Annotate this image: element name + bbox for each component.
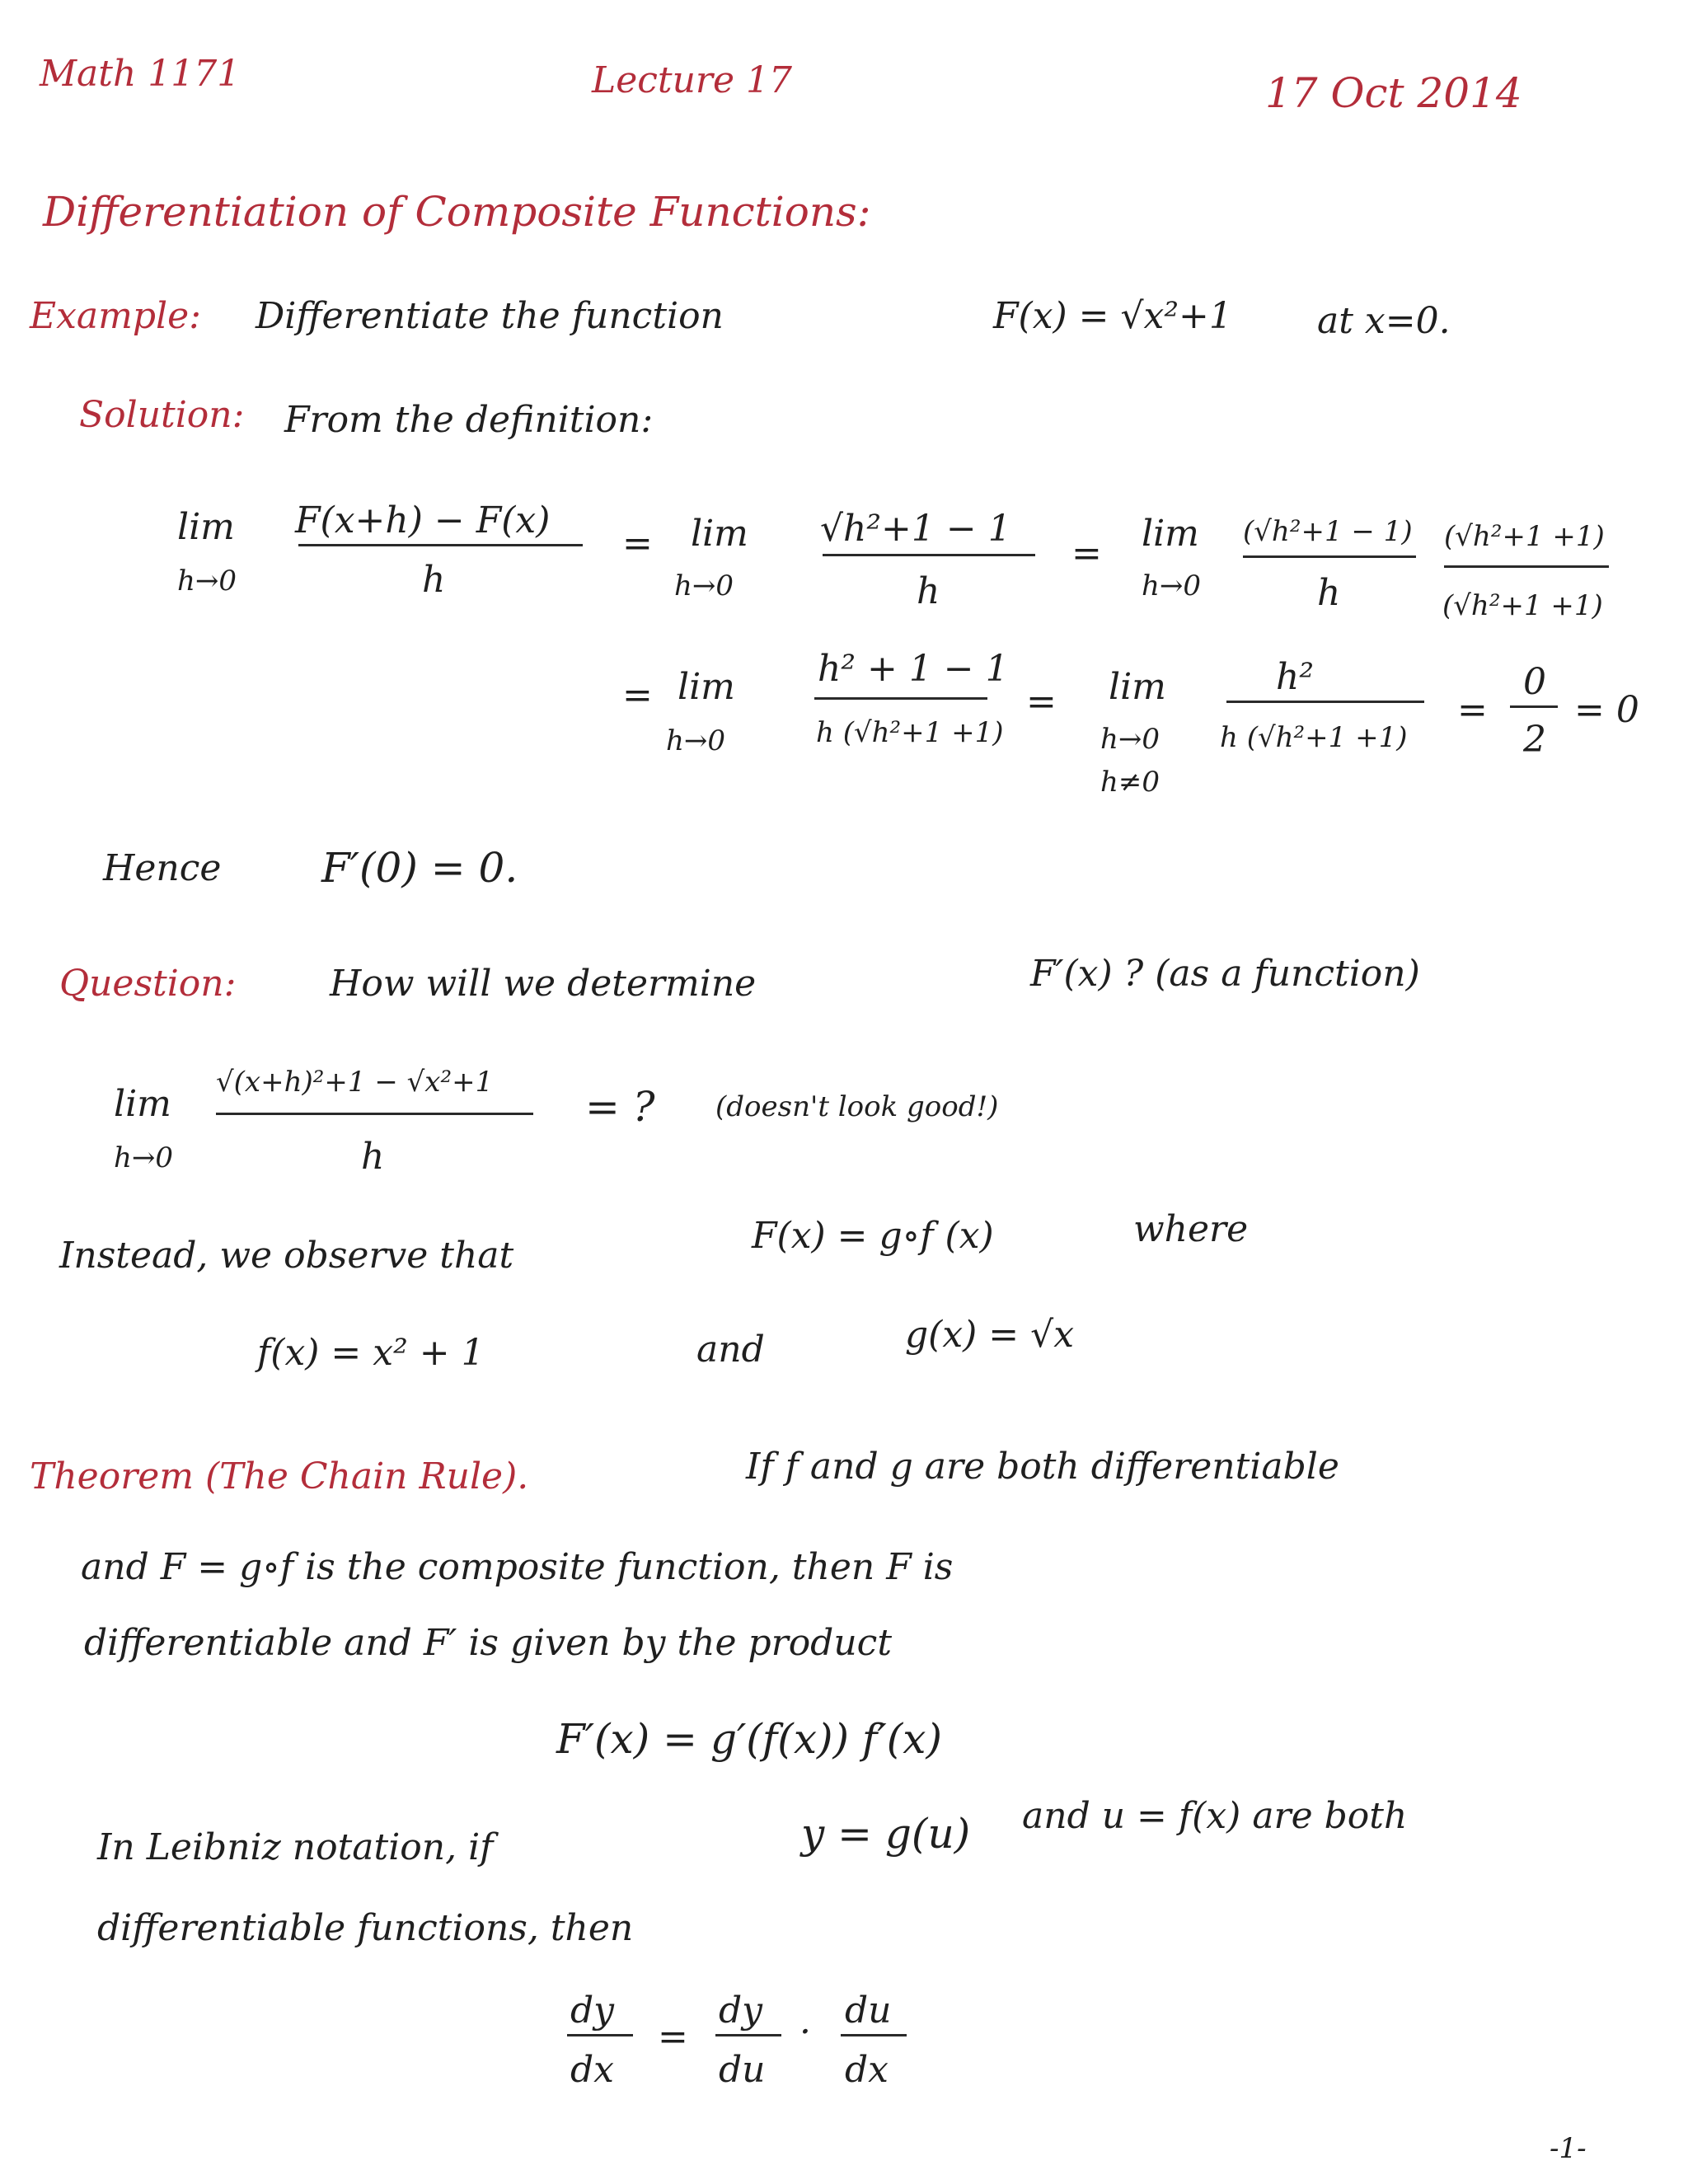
frac2-num: √h²+1 − 1 bbox=[820, 508, 1011, 550]
leibniz-y-def: y = g(u) bbox=[801, 1810, 971, 1858]
theorem-label: Theorem (The Chain Rule). bbox=[30, 1455, 529, 1497]
hence-text: F′(0) = 0. bbox=[321, 844, 518, 892]
frac4-num: h² + 1 − 1 bbox=[818, 648, 1009, 690]
leibniz-dy-1: dy bbox=[570, 1990, 615, 2032]
theorem-line1: If f and g are both differentiable bbox=[746, 1446, 1339, 1488]
final-result: = 0 bbox=[1574, 689, 1639, 731]
leibniz-bar-1 bbox=[567, 2034, 633, 2036]
leibniz-line1-c: and u = f(x) are both bbox=[1022, 1795, 1408, 1837]
frac6-den: 2 bbox=[1523, 719, 1546, 761]
frac3-mul-bar bbox=[1444, 565, 1609, 568]
lim-4: lim bbox=[678, 666, 735, 708]
leibniz-du-2: du bbox=[845, 1990, 892, 2032]
leibniz-line1-a: In Leibniz notation, if bbox=[97, 1826, 494, 1868]
lim-1-under: h→0 bbox=[177, 565, 237, 598]
f-definition: f(x) = x² + 1 bbox=[257, 1332, 485, 1374]
eq-1: = bbox=[622, 523, 653, 565]
leibniz-line2: differentiable functions, then bbox=[97, 1907, 634, 1949]
leibniz-dx-1: dx bbox=[570, 2049, 614, 2091]
example-text: Differentiate the function bbox=[256, 295, 724, 337]
frac6-num: 0 bbox=[1523, 661, 1546, 703]
frac3-num: (√h²+1 − 1) bbox=[1243, 515, 1413, 548]
frac4-den: h (√h²+1 +1) bbox=[816, 716, 1004, 749]
hence-label: Hence bbox=[103, 847, 222, 889]
limit2-comment: (doesn't look good!) bbox=[715, 1090, 999, 1123]
composition: F(x) = g∘f (x) bbox=[752, 1215, 994, 1257]
theorem-line3: differentiable and F′ is given by the product bbox=[84, 1622, 893, 1664]
eq-4: = bbox=[1026, 681, 1057, 723]
eq-2: = bbox=[1071, 532, 1102, 574]
lim-5-under-2: h≠0 bbox=[1100, 766, 1160, 799]
leibniz-bar-2 bbox=[715, 2034, 781, 2036]
leibniz-dy-2: dy bbox=[719, 1990, 763, 2032]
question-target: F′(x) ? (as a function) bbox=[1030, 953, 1420, 995]
theorem-line2: and F = g∘f is the composite function, then F is bbox=[81, 1546, 954, 1588]
eq-5: = bbox=[1457, 689, 1488, 731]
and-label: and bbox=[696, 1329, 765, 1371]
instead-text: Instead, we observe that bbox=[59, 1235, 514, 1277]
example-at: at x=0. bbox=[1317, 300, 1451, 342]
section-title: Differentiation of Composite Functions: bbox=[43, 188, 871, 236]
eq-3: = bbox=[622, 674, 653, 716]
leibniz-eq: = bbox=[658, 2016, 688, 2058]
lim-4-under: h→0 bbox=[666, 724, 726, 757]
limit2-rhs: = ? bbox=[585, 1083, 655, 1131]
lim-5-under: h→0 bbox=[1100, 723, 1160, 756]
limit2-bar bbox=[216, 1113, 533, 1115]
solution-text: From the definition: bbox=[284, 399, 654, 441]
frac2-den: h bbox=[917, 570, 940, 612]
leibniz-du-1: du bbox=[719, 2049, 766, 2091]
frac5-bar bbox=[1226, 701, 1424, 703]
leibniz-dx-2: dx bbox=[845, 2049, 889, 2091]
frac2-bar bbox=[823, 554, 1035, 556]
lim-5: lim bbox=[1109, 666, 1166, 708]
lecture-label: Lecture 17 bbox=[592, 59, 792, 101]
lim-3: lim bbox=[1142, 513, 1199, 555]
lim-2-under: h→0 bbox=[674, 569, 734, 602]
frac3-mul-num: (√h²+1 +1) bbox=[1444, 520, 1605, 553]
example-label: Example: bbox=[30, 295, 201, 337]
lim-q-under: h→0 bbox=[114, 1141, 174, 1174]
question-text: How will we determine bbox=[330, 963, 757, 1005]
frac5-den: h (√h²+1 +1) bbox=[1220, 721, 1408, 754]
chain-rule-formula: F′(x) = g′(f(x)) f′(x) bbox=[556, 1715, 942, 1763]
g-definition: g(x) = √x bbox=[905, 1314, 1075, 1356]
frac6-bar bbox=[1510, 705, 1558, 708]
where-label: where bbox=[1133, 1208, 1249, 1250]
leibniz-bar-3 bbox=[841, 2034, 907, 2036]
frac3-bar bbox=[1243, 555, 1416, 558]
frac5-num: h² bbox=[1276, 656, 1314, 698]
lim-3-under: h→0 bbox=[1142, 569, 1202, 602]
course-label: Math 1171 bbox=[40, 53, 241, 95]
question-label: Question: bbox=[59, 963, 237, 1005]
frac1-den: h bbox=[422, 559, 446, 601]
solution-label: Solution: bbox=[79, 394, 245, 436]
leibniz-dot: · bbox=[799, 2011, 811, 2053]
limit2-num: √(x+h)²+1 − √x²+1 bbox=[216, 1066, 494, 1099]
frac3-mul-den: (√h²+1 +1) bbox=[1442, 589, 1603, 622]
page-number: -1- bbox=[1550, 2132, 1587, 2165]
limit2-den: h bbox=[361, 1136, 385, 1178]
lim-q: lim bbox=[114, 1083, 171, 1125]
lim-1: lim bbox=[177, 506, 235, 548]
frac4-bar bbox=[814, 697, 987, 700]
date-label: 17 Oct 2014 bbox=[1265, 69, 1522, 117]
frac1-num: F(x+h) − F(x) bbox=[295, 499, 551, 541]
frac3-den: h bbox=[1317, 572, 1341, 614]
frac1-bar bbox=[298, 544, 583, 546]
lim-2: lim bbox=[691, 513, 748, 555]
example-function: F(x) = √x²+1 bbox=[993, 295, 1232, 337]
